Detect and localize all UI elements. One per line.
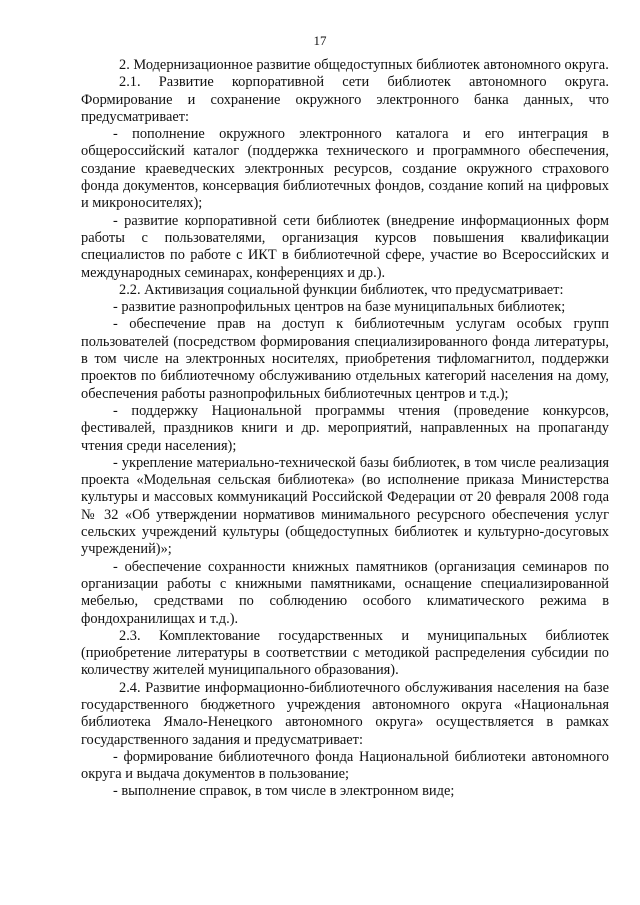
- paragraph-section-2-1: 2.1. Развитие корпоративной сети библиотек автономного округа. Формирование и сохранение окружного электронного банка данных, что предусматривает:: [81, 74, 609, 125]
- list-item-fund-formation: - формирование библиотечного фонда Национальной библиотеки автономного округа и выдача документов в пользование;: [81, 748, 609, 783]
- list-item-access-rights: - обеспечение прав на доступ к библиотечным услугам особых групп пользователей (посредством формирования специализированного фонда литературы, в том числе на электронных носителях, приобретения тифломагнитол, поддержки проектов по библиотечному обслуживанию отдельных категорий населения на дому, обеспечения работы разнопрофильных библиотечных центров и т.д.);: [81, 316, 609, 402]
- list-item-centers: - развитие разнопрофильных центров на базе муниципальных библиотек;: [113, 299, 566, 316]
- list-item-corporate-network: - развитие корпоративной сети библиотек (внедрение информационных форм работы с пользователями, организация курсов повышения квалификации специалистов по работе с ИКТ в библиотечной сфере, участие во Всероссийских и международных семинарах, конференциях и др.).: [81, 212, 609, 281]
- list-item-catalog: - пополнение окружного электронного каталога и его интеграция в общероссийский каталог (поддержка технического и программного обеспечения, создание краеведческих электронных ресурсов, создание окружного страхового фонда документов, консервация библиотечных фондов, создание копий на цифровых и микроносителях);: [81, 126, 609, 212]
- list-item-book-monuments: - обеспечение сохранности книжных памятников (организация семинаров по организации работы с книжными памятниками, оснащение специализированной мебелью, средствами по соблюдению особого климатического режима в фондохранилищах и т.д.).: [81, 558, 609, 627]
- page-number: 17: [313, 33, 327, 48]
- paragraph-section-2-3: 2.3. Комплектование государственных и муниципальных библиотек (приобретение литературы в соответствии с методикой распределения субсидии по количеству жителей муниципального образования).: [81, 627, 609, 679]
- paragraph-section-2-4: 2.4. Развитие информационно-библиотечного обслуживания населения на базе государственного бюджетного учреждения автономного округа «Национальная библиотека Ямало-Ненецкого автономного округа» осуществляется в рамках государственного задания и предусматривает:: [81, 679, 609, 748]
- paragraph-section-2: 2. Модернизационное развитие общедоступных библиотек автономного округа.: [119, 57, 609, 73]
- list-item-references: - выполнение справок, в том числе в электронном виде;: [113, 783, 455, 800]
- paragraph-section-2-2: 2.2. Активизация социальной функции библиотек, что предусматривает:: [119, 281, 564, 298]
- list-item-reading-program: - поддержку Национальной программы чтения (проведение конкурсов, фестивалей, праздников книги и др. мероприятий, направленных на пропаганду чтения среди населения);: [81, 402, 609, 454]
- list-item-technical-base: - укрепление материально-технической базы библиотек, в том числе реализация проекта «Модельная сельская библиотека» (во исполнение приказа Министерства культуры и массовых коммуникаций Российской Федерации от 20 февраля 2008 года № 32 «Об утверждении нормативов минимального ресурсного обеспечения услуг сельских учреждений культуры (общедоступных библиотек и культурно-досуговых учреждений)»;: [81, 454, 609, 558]
- document-body: [81, 57, 609, 801]
